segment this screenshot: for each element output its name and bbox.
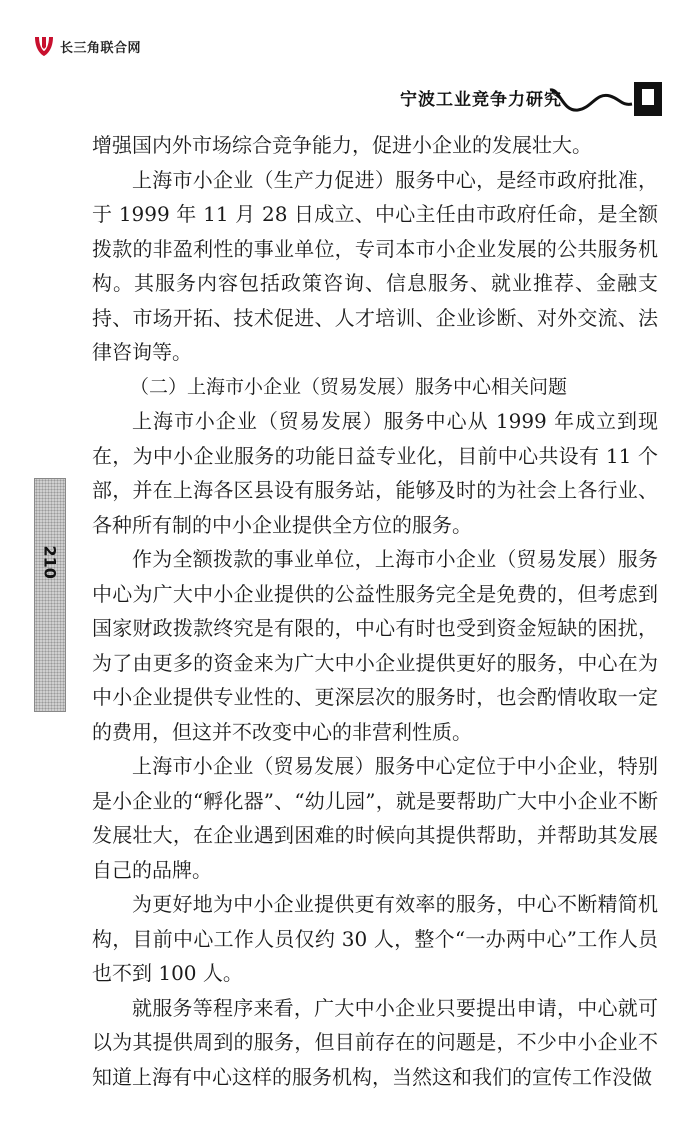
page-number: 210 [40,545,60,579]
paragraph: 为更好地为中小企业提供更有效率的服务，中心不断精简机构，目前中心工作人员仅约 30 人，整个“一办两中心”工作人员也不到 100 人。 [92,892,658,985]
logo-text: 长三角联合网 [60,40,142,56]
running-head: 宁波工业竞争力研究 [400,90,562,110]
paragraph: 作为全额拨款的事业单位，上海市小企业（贸易发展）服务中心为广大中小企业提供的公益性服务完全是免费的，但考虑到国家财政拨款终究是有限的，中心有时也受到资金短缺的困扰，为了由更多的资金来为广大中小企业提供更好的服务，中心在为中小企业提供专业性的、更深层次的服务时，也会酌情收取一定的费用，但这并不改变中心的非营利性质。 [92,547,658,744]
paragraph: 上海市小企业（贸易发展）服务中心从 1999 年成立到现在，为中小企业服务的功能日益专业化，目前中心共设有 11 个部，并在上海各区县设有服务站，能够及时的为社会上各行业、各种所有制的中小企业提供全方位的服务。 [92,409,658,537]
section-heading: （二）上海市小企业（贸易发展）服务中心相关问题 [130,375,568,398]
paragraph: 上海市小企业（生产力促进）服务中心，是经市政府批准，于 1999 年 11 月 28 日成立、中心主任由市政府任命，是全额拨款的非盈利性的事业单位，专司本市小企业发展的公共服务机构。其服务内容包括政策咨询、信息服务、就业推荐、金融支持、市场开拓、技术促进、人才培训、企业诊断、对外交流、法律咨询等。 [92,167,658,364]
body-text [92,128,658,1094]
paragraph: 增强国内外市场综合竞争能力，促进小企业的发展壮大。 [92,133,592,157]
paragraph: 上海市小企业（贸易发展）服务中心定位于中小企业，特别是小企业的“孵化器”、“幼儿园”，就是要帮助广大中小企业不断发展壮大，在企业遇到困难的时候向其提供帮助，并帮助其发展自己的品牌。 [92,754,658,882]
paragraph: 就服务等程序来看，广大中小企业只要提出申请，中心就可以为其提供周到的服务，但目前存在的问题是，不少中小企业不知道上海有中心这样的服务机构，当然这和我们的宣传工作没做 [92,995,658,1089]
logo-mark-icon [32,34,56,58]
site-logo [32,34,141,58]
page-number-tab [34,478,66,712]
header-ornament-icon [548,76,664,122]
